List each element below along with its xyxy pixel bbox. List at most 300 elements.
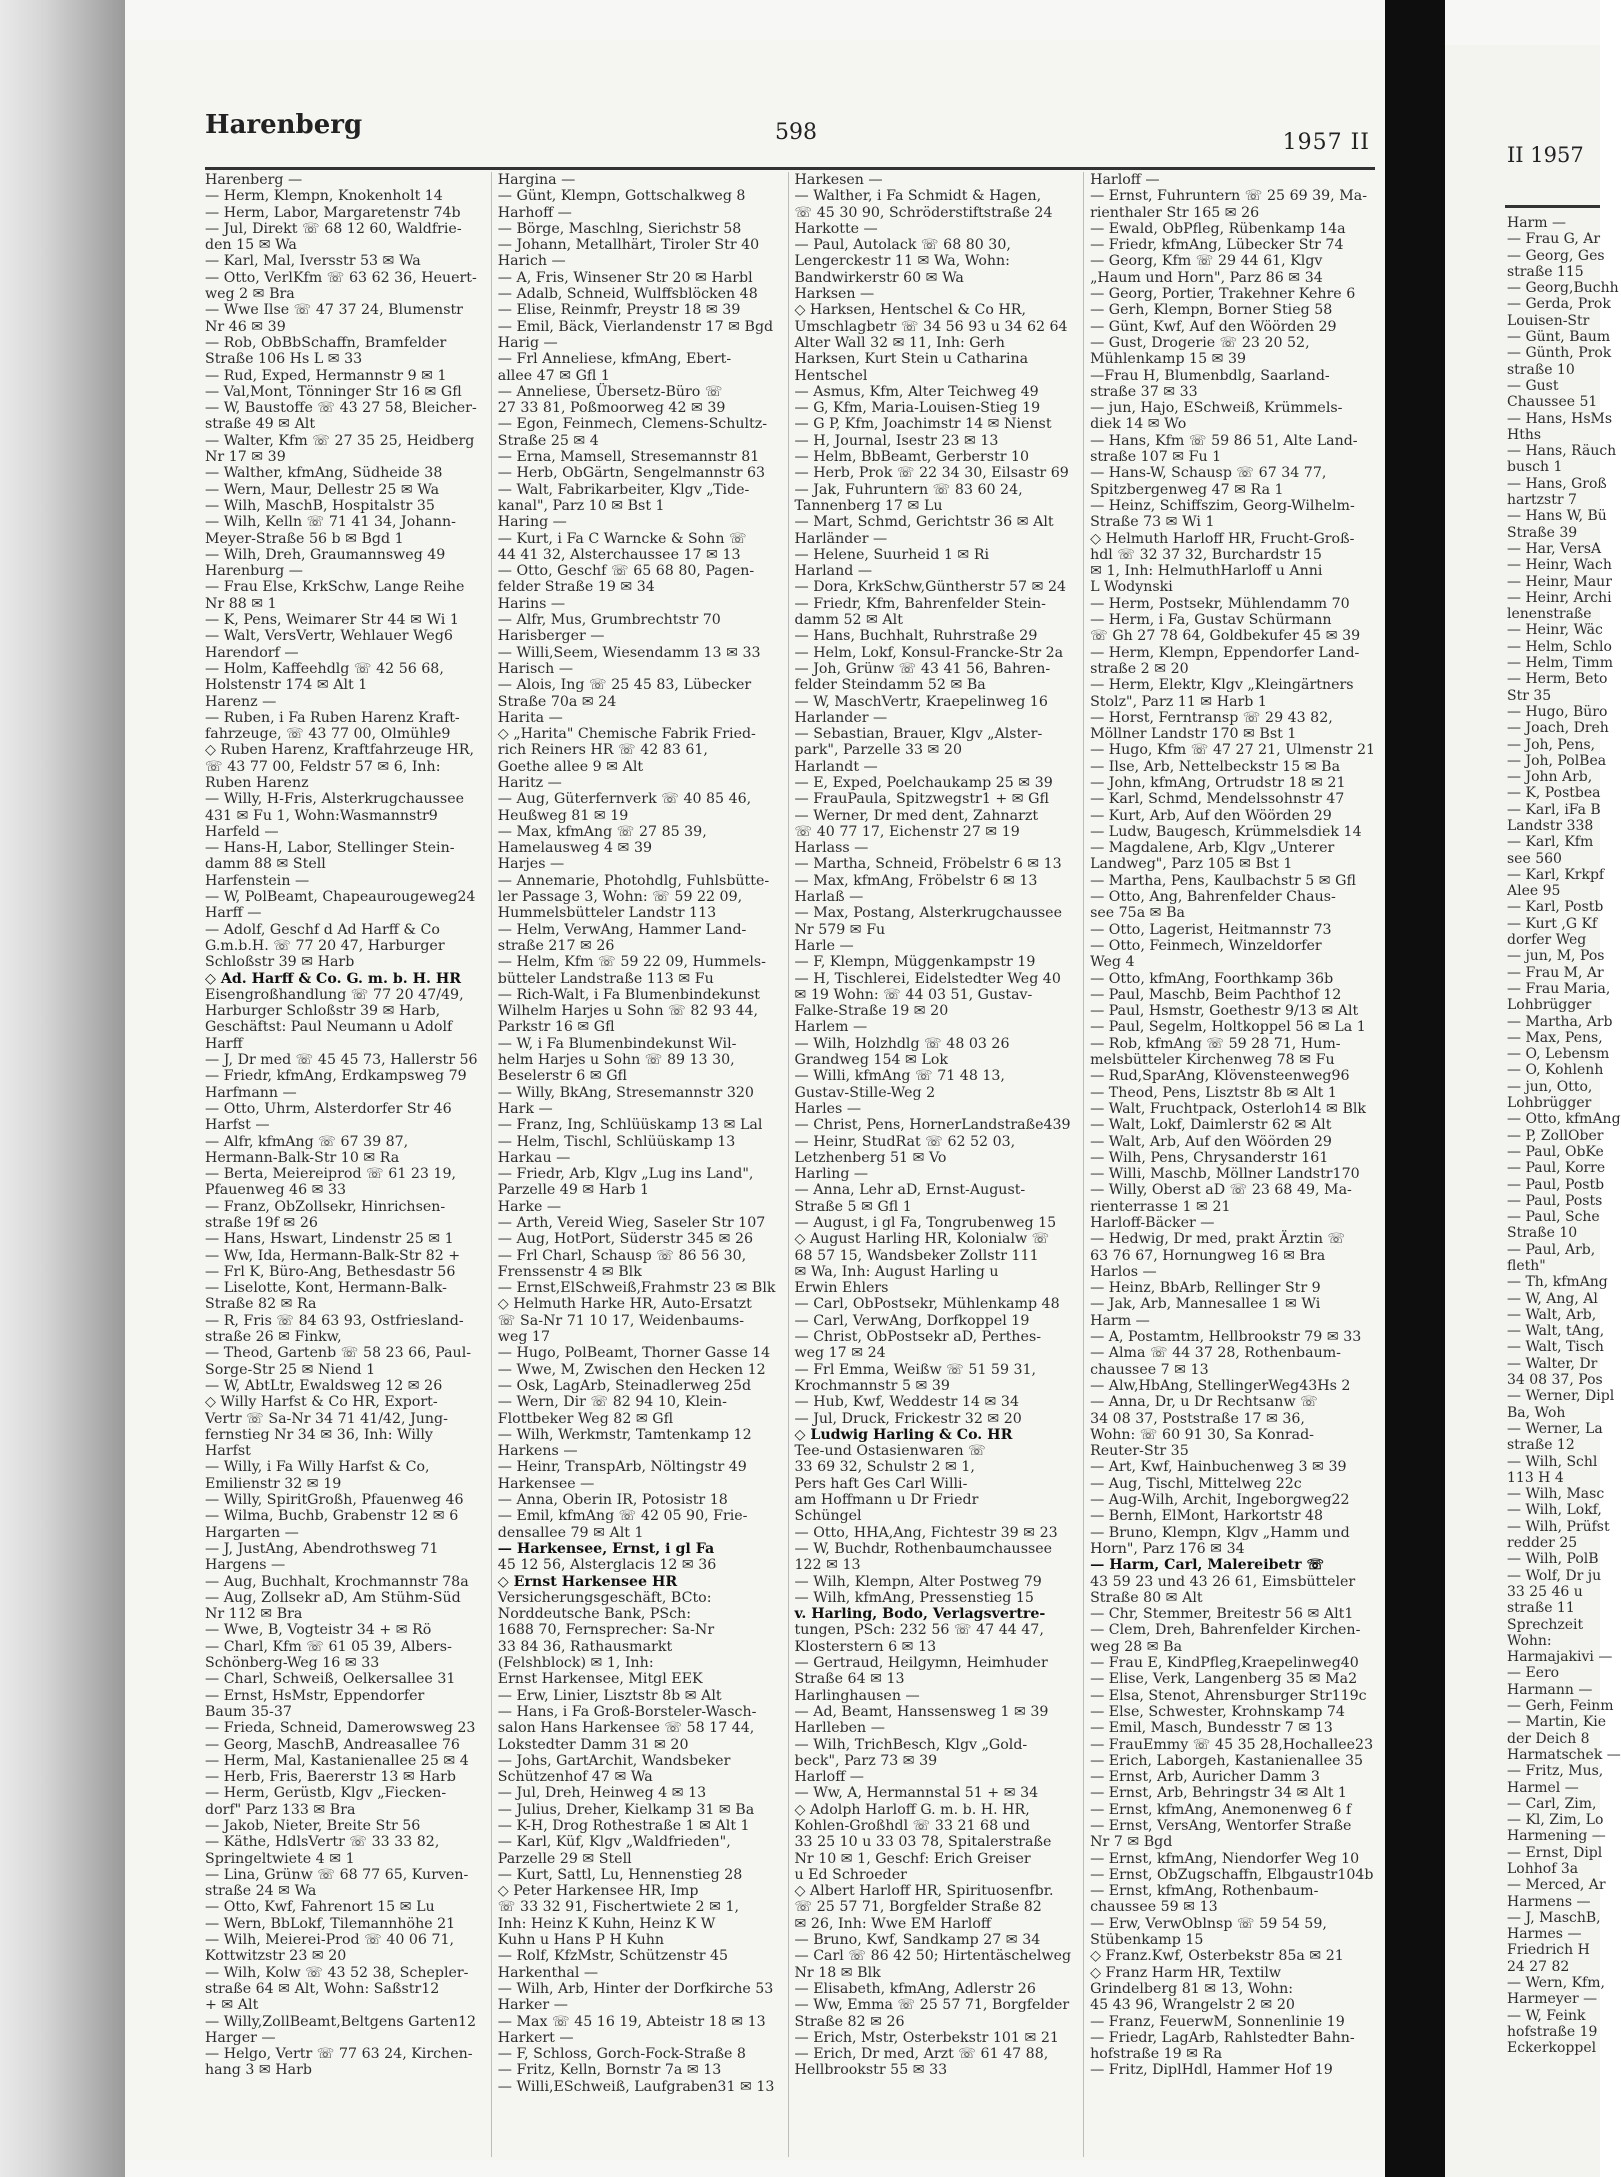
directory-entry-line: — Helm, BbBeamt, Gerberstr 10 [794, 449, 1030, 466]
directory-entry-line: — Magdalene, Arb, Klgv „Unterer [1090, 840, 1335, 857]
directory-entry-line: — Jul, Druck, Frickestr 32 ✉ 20 [794, 1410, 1022, 1427]
facing-page-entry-line: — jun, Otto, [1507, 1078, 1593, 1095]
directory-entry-line: straße 49 ✉ Alt [205, 416, 316, 433]
facing-page-entry-line: — Günth, Prok [1507, 345, 1612, 362]
directory-entry-line: ☏ 33 32 91, Fischertwiete 2 ✉ 1, [497, 1899, 740, 1916]
directory-entry-line: — Sebastian, Brauer, Klgv „Alster- [794, 726, 1043, 743]
facing-page-entry-line: Harmeyer — [1507, 1991, 1598, 2008]
directory-entry-line: — Helm, Tischl, Schlüüskamp 13 [497, 1133, 736, 1150]
directory-entry-line: Harff — [205, 905, 262, 922]
facing-page-entry-line: Wohn: [1507, 1632, 1552, 1649]
directory-entry-line: Schützenhof 47 ✉ Wa [497, 1769, 653, 1786]
facing-page [1445, 45, 1621, 2177]
directory-entry-line: Harenz — [205, 693, 277, 710]
facing-page-entry-line: — Paul, Postb [1507, 1176, 1605, 1193]
directory-entry-line: — Anna, Dr, u Dr Rechtsanw ☏ [1090, 1394, 1318, 1411]
directory-entry-line: — Wilh, Kelln ☏ 71 41 34, Johann- [205, 514, 456, 531]
facing-page-entry-line: 24 27 82 [1507, 1958, 1570, 1975]
directory-entry-line: — Carl ☏ 86 42 50; Hirtentäschelweg [794, 1948, 1072, 1965]
directory-entry-line: — Walt, Fabrikarbeiter, Klgv „Tide- [497, 481, 750, 498]
directory-entry-line: Harlem — [794, 1019, 868, 1036]
directory-entry-line: — Elise, Verk, Langenberg 35 ✉ Ma2 [1090, 1671, 1358, 1688]
directory-entry-line: — Friedr, kfmAng, Lübecker Str 74 [1090, 237, 1344, 254]
directory-entry-line: — Helm, Kfm ☏ 59 22 09, Hummels- [497, 954, 766, 971]
facing-page-entry-line: Lohbrügger [1507, 997, 1592, 1014]
facing-page-entry-line: Straße 10 [1507, 1225, 1578, 1242]
directory-entry-line: Springeltwiete 4 ✉ 1 [205, 1850, 355, 1867]
directory-entry-line: — Hans, Kfm ☏ 59 86 51, Alte Land- [1090, 432, 1358, 449]
directory-entry-line: 431 ✉ Fu 1, Wohn:Wasmannstr9 [205, 807, 438, 824]
directory-entry-line: Harkenthal — [497, 1964, 599, 1981]
directory-entry-line: Kohlen-Großhdl ☏ 33 21 68 und [794, 1817, 1030, 1834]
directory-entry-line: — R, Fris ☏ 84 63 93, Ostfriesland- [205, 1312, 464, 1329]
facing-page-entry-line: — Paul, ObKe [1507, 1143, 1604, 1160]
directory-entry-line: — G P, Kfm, Joachimstr 14 ✉ Nienst [794, 416, 1052, 433]
directory-entry-line: — Helm, Lokf, Konsul-Francke-Str 2a [794, 644, 1064, 661]
directory-entry-line: — Herm, Klempn, Knokenholt 14 [205, 188, 443, 205]
directory-entry-line: Nr 579 ✉ Fu [794, 921, 886, 938]
directory-entry-line: Alter Wall 32 ✉ 11, Inh: Gerh [794, 334, 1005, 351]
directory-entry-line: Goethe allee 9 ✉ Alt [497, 758, 644, 775]
directory-entry-line: melsbütteler Kirchenweg 78 ✉ Fu [1090, 1052, 1335, 1069]
directory-entry-line: — Otto, Geschf ☏ 65 68 80, Pagen- [497, 563, 755, 580]
directory-entry-line: Grindelberg 81 ✉ 13, Wohn: [1090, 1980, 1293, 1997]
directory-entry-line: — Holm, Kaffeehdlg ☏ 42 56 68, [205, 660, 444, 677]
directory-entry-line: rich Reiners HR ☏ 42 83 61, [497, 742, 708, 759]
directory-entry-line: — Heinr, TranspArb, Nöltingstr 49 [497, 1459, 747, 1476]
directory-entry-line: — Ernst, Arb, Auricher Damm 3 [1090, 1769, 1320, 1786]
directory-entry-line: Harisch — [497, 660, 574, 677]
directory-entry-line: — Aug, Zollsekr aD, Am Stühm-Süd [205, 1589, 461, 1606]
directory-entry-line: — Georg, MaschB, Andreasallee 76 [205, 1736, 460, 1753]
directory-entry-line: — Max, kfmAng ☏ 27 85 39, [497, 823, 707, 840]
facing-page-entry-line: — W, Ang, Al [1507, 1290, 1598, 1307]
facing-page-entry-line: Hths [1507, 426, 1542, 443]
facing-page-entry-line: — Walt, tAng, [1507, 1323, 1605, 1340]
directory-entry-line: — Otto, Kwf, Fahrenort 15 ✉ Lu [205, 1899, 435, 1916]
facing-page-entry-line: fleth" [1507, 1258, 1546, 1274]
directory-entry-line: — Wilh, Dreh, Graumannsweg 49 [205, 546, 446, 563]
directory-entry-line: — Walther, i Fa Schmidt & Hagen, [794, 188, 1042, 205]
directory-entry-line: ◇ August Harling HR, Kolonialw ☏ [794, 1231, 1050, 1248]
directory-entry-line: — Bernh, ElMont, Harkortstr 48 [1090, 1508, 1324, 1525]
facing-page-entry-line: — Georg,Buchh [1507, 280, 1619, 297]
directory-entry-line: ✉ 1, Inh: HelmuthHarloff u Anni [1090, 563, 1323, 580]
directory-columns [205, 172, 1375, 2157]
directory-entry-line: Wohn: ☏ 60 91 30, Sa Konrad- [1090, 1426, 1314, 1443]
directory-entry-line: Nr 46 ✉ 39 [205, 318, 286, 335]
directory-entry-line: — Emil, Bäck, Vierlandenstr 17 ✉ Bgd [497, 318, 774, 335]
directory-entry-line: — H, Journal, Isestr 23 ✉ 13 [794, 432, 999, 449]
directory-entry-line: — Wilh, Werkmstr, Tamtenkamp 12 [497, 1426, 752, 1443]
directory-entry-line: — Walt, Fruchtpack, Osterloh14 ✉ Blk [1090, 1100, 1367, 1117]
directory-entry-line: Sorge-Str 25 ✉ Niend 1 [205, 1361, 376, 1378]
directory-entry-line: Straße 80 ✉ Alt [1090, 1589, 1203, 1606]
facing-page-entry-line: — Paul, Sche [1507, 1209, 1600, 1226]
directory-entry-line: — Berta, Meiereiprod ☏ 61 23 19, [205, 1166, 456, 1183]
directory-entry-line: — Harkensee, Ernst, i gl Fa [497, 1540, 715, 1557]
facing-page-entry-line: 34 08 37, Pos [1507, 1372, 1603, 1389]
facing-page-entry-line: — Wilh, Lokf, [1507, 1502, 1602, 1519]
directory-entry-line: ☏ Sa-Nr 71 10 17, Weidenbaums- [497, 1312, 745, 1329]
directory-entry-line: — Rolf, KfzMstr, Schützenstr 45 [497, 1948, 729, 1965]
directory-entry-line: — Aug, Tischl, Mittelweg 22c [1090, 1475, 1302, 1492]
directory-entry-line: — Friedr, kfmAng, Erdkampsweg 79 [205, 1068, 467, 1085]
directory-entry-line: — August, i gl Fa, Tongrubenweg 15 [794, 1215, 1057, 1231]
facing-page-entry-line: lenenstraße [1507, 606, 1592, 623]
directory-entry-line: — A, Postamtm, Hellbrookstr 79 ✉ 33 [1090, 1329, 1362, 1346]
directory-entry-line: — Osk, LagArb, Steinadlerweg 25d [497, 1377, 752, 1394]
directory-entry-line: Landweg", Parz 105 ✉ Bst 1 [1090, 856, 1293, 873]
directory-entry-line: — Harm, Carl, Malereibetr ☏ [1090, 1557, 1325, 1574]
directory-entry-line: — Ernst, Fuhruntern ☏ 25 69 39, Ma- [1090, 188, 1367, 205]
facing-page-entry-line: — Karl, Postb [1507, 899, 1604, 916]
facing-page-entry-line: — Wern, Kfm, [1507, 1975, 1605, 1992]
facing-page-entry-line: — Otto, kfmAng [1507, 1111, 1621, 1128]
facing-page-entry-line: — Wilh, PolB [1507, 1551, 1599, 1568]
directory-entry-line: Beselerstr 6 ✉ Gfl [497, 1068, 628, 1085]
facing-page-entry-line: Harmel — [1507, 1779, 1579, 1796]
directory-entry-line: — K, Pens, Weimarer Str 44 ✉ Wi 1 [205, 612, 459, 629]
directory-entry-line: — Lina, Grünw ☏ 68 77 65, Kurven- [205, 1866, 469, 1883]
directory-entry-line: — Alfr, kfmAng ☏ 67 39 87, [205, 1133, 409, 1150]
directory-entry-line: — Heinr, StudRat ☏ 62 52 03, [794, 1133, 1016, 1150]
directory-entry-line: — W, i Fa Blumenbindekunst Wil- [497, 1035, 737, 1052]
facing-page-entry-line: — Joh, PolBea [1507, 752, 1607, 769]
directory-entry-line: Schloßstr 39 ✉ Harb [205, 954, 355, 971]
facing-page-entry-line: der Deich 8 [1507, 1730, 1590, 1747]
directory-entry-line: Harger — [205, 2029, 276, 2046]
directory-entry-line: Harkotte — [794, 220, 878, 237]
directory-entry-line: rienthaler Str 165 ✉ 26 [1090, 204, 1260, 221]
directory-entry-line: — Ewald, ObPfleg, Rübenkamp 14a [1090, 220, 1346, 237]
directory-entry-line: Harloff — [1090, 172, 1160, 188]
directory-entry-line: Harloff — [794, 1769, 864, 1786]
facing-page-entry-line: — Walt, Arb, [1507, 1306, 1597, 1323]
directory-entry-line: — Walt, VersVertr, Wehlauer Weg6 [205, 628, 453, 645]
directory-entry-line: Harhoff — [497, 204, 572, 221]
facing-page-entry-line: — Paul, Posts [1507, 1192, 1603, 1209]
directory-entry-line: straße 19f ✉ 26 [205, 1215, 318, 1231]
facing-page-entry-line: Str 35 [1507, 687, 1552, 704]
facing-page-entry-line: busch 1 [1507, 459, 1563, 476]
directory-entry-line: Nr 10 ✉ 1, Geschf: Erich Greiser [794, 1850, 1031, 1867]
directory-entry-line: — Christ, ObPostsekr aD, Perthes- [794, 1329, 1042, 1346]
directory-entry-line: ◇ Franz.Kwf, Osterbekstr 85a ✉ 21 [1090, 1948, 1344, 1965]
directory-entry-line: Bandwirkerstr 60 ✉ Wa [794, 269, 964, 286]
directory-entry-line: — Charl, Schweiß, Oelkersallee 31 [205, 1671, 456, 1688]
directory-entry-line: ler Passage 3, Wohn: ☏ 59 22 09, [497, 889, 743, 906]
directory-entry-line: — FrauPaula, Spitzwegstr1 + ✉ Gfl [794, 791, 1049, 808]
facing-page-entry-line: — Gerh, Feinm [1507, 1698, 1614, 1715]
directory-entry-line: — Aug, Buchhalt, Krochmannstr 78a [205, 1573, 469, 1590]
facing-page-entry-line: — Carl, Zim, [1507, 1795, 1597, 1812]
directory-entry-line: — Mart, Schmd, Gerichtstr 36 ✉ Alt [794, 514, 1054, 531]
directory-entry-line: — Liselotte, Kont, Hermann-Balk- [205, 1280, 447, 1297]
directory-entry-line: Parkstr 16 ✉ Gfl [497, 1019, 615, 1036]
directory-entry-line: — Willi,ESchweiß, Laufgraben31 ✉ 13 [497, 2078, 775, 2095]
directory-entry-line: + ✉ Alt [205, 1997, 259, 2014]
directory-entry-line: — Bruno, Klempn, Klgv „Hamm und [1090, 1524, 1350, 1541]
directory-entry-line: — Rud, Exped, Hermannstr 9 ✉ 1 [205, 367, 447, 384]
directory-entry-line: — Wwe Ilse ☏ 47 37 24, Blumenstr [205, 302, 463, 319]
directory-entry-line: chaussee 7 ✉ 13 [1090, 1361, 1209, 1378]
facing-page-entry-line: Landstr 338 [1507, 817, 1594, 834]
directory-entry-line: — Frieda, Schneid, Damerowsweg 23 [205, 1720, 476, 1737]
facing-page-entry-line: — Kurt ,G Kf [1507, 915, 1598, 932]
directory-entry-line: — Hans, Buchhalt, Ruhrstraße 29 [794, 628, 1038, 645]
facing-page-entry-line: Harmens — [1507, 1893, 1591, 1910]
directory-entry-line: ◇ Helmuth Harloff HR, Frucht-Groß- [1090, 530, 1355, 547]
directory-entry-line: — Aug-Wilh, Archit, Ingeborgweg22 [1090, 1492, 1350, 1509]
directory-entry-line: — Wilh, Holzhdlg ☏ 48 03 26 [794, 1035, 1010, 1052]
directory-entry-line: — Bruno, Kwf, Sandkamp 27 ✉ 34 [794, 1932, 1041, 1949]
page-gutter-shadow [1385, 0, 1445, 2177]
directory-entry-line: — Ww, A, Hermannstal 51 + ✉ 34 [794, 1785, 1039, 1802]
directory-entry-line: ◇ Willy Harfst & Co HR, Export- [205, 1394, 438, 1411]
directory-entry-line: — Emil, kfmAng ☏ 42 05 90, Frie- [497, 1508, 748, 1525]
directory-entry-line: weg 17 ✉ 24 [794, 1345, 886, 1362]
directory-entry-line: Stübenkamp 15 [1090, 1932, 1204, 1949]
directory-entry-line: — Christ, Pens, HornerLandstraße439 [794, 1117, 1071, 1134]
directory-entry-line: Nr 18 ✉ Blk [794, 1964, 881, 1981]
directory-entry-line: straße 26 ✉ Finkw, [205, 1329, 342, 1346]
directory-entry-line: Straße 82 ✉ 26 [794, 2013, 905, 2030]
directory-entry-line: — Rob, ObBbSchaffn, Bramfelder [205, 334, 447, 351]
left-binding-edge [0, 0, 125, 2177]
directory-entry-line: Versicherungsgeschäft, BCto: [497, 1589, 712, 1606]
directory-entry-line: — Hub, Kwf, Weddestr 14 ✉ 34 [794, 1394, 1019, 1411]
directory-entry-line: — Karl, Mal, Iversstr 53 ✉ Wa [205, 253, 421, 270]
directory-entry-line: — Willy,ZollBeamt,Beltgens Garten12 [205, 2013, 477, 2030]
directory-entry-line: allee 47 ✉ Gfl 1 [497, 367, 610, 384]
facing-page-entry-line: Harmatschek — [1507, 1746, 1621, 1763]
directory-entry-line: L Wodynski [1090, 579, 1173, 596]
directory-entry-line: — Joh, Grünw ☏ 43 41 56, Bahren- [794, 660, 1051, 677]
directory-entry-line: Hargarten — [205, 1524, 299, 1541]
directory-entry-line: — Heinz, BbArb, Rellinger Str 9 [1090, 1280, 1321, 1297]
facing-page-entry-line: — Helm, Timm [1507, 655, 1613, 672]
directory-entry-line: — Wilh, TrichBesch, Klgv „Gold- [794, 1736, 1028, 1753]
directory-entry-line: — Hans-H, Labor, Stellinger Stein- [205, 840, 455, 857]
directory-entry-line: — Charl, Kfm ☏ 61 05 39, Albers- [205, 1638, 452, 1655]
facing-page-entry-line: — J, MaschB, [1507, 1909, 1601, 1926]
directory-entry-line: — Hans, Hswart, Lindenstr 25 ✉ 1 [205, 1231, 454, 1248]
directory-entry-line: — Max, kfmAng, Fröbelstr 6 ✉ 13 [794, 872, 1038, 889]
directory-entry-line: — Asmus, Kfm, Alter Teichweg 49 [794, 383, 1039, 400]
directory-entry-line: Lokstedter Damm 31 ✉ 20 [497, 1736, 689, 1753]
directory-entry-line: — Otto, Feinmech, Winzeldorfer [1090, 937, 1322, 954]
facing-page-entry-line: — Heinr, Archi [1507, 589, 1612, 606]
directory-entry-line: — Ernst, ObZugschaffn, Elbgaustr104b [1090, 1866, 1374, 1883]
directory-entry-line: — Paul, Segelm, Holtkoppel 56 ✉ La 1 [1090, 1019, 1366, 1036]
directory-entry-line: see 75a ✉ Ba [1090, 905, 1185, 922]
directory-entry-line: — Ernst, kfmAng, Anemonenweg 6 f [1090, 1801, 1352, 1818]
directory-entry-line: — Günt, Kwf, Auf den Wöörden 29 [1090, 318, 1337, 335]
directory-entry-line: Heußweg 81 ✉ 19 [497, 807, 629, 824]
facing-page-entry-line: Harmann — [1507, 1681, 1593, 1698]
directory-entry-line: Möllner Landstr 170 ✉ Bst 1 [1090, 726, 1297, 743]
directory-entry-line: — Kurt, i Fa C Warncke & Sohn ☏ [497, 530, 747, 547]
directory-entry-line: Harenburg — [205, 563, 303, 580]
directory-entry-line: — Herb, ObGärtn, Sengelmannstr 63 [497, 465, 766, 482]
directory-entry-line: — Gertraud, Heilgymn, Heimhuder [794, 1655, 1048, 1672]
directory-entry-line: — Chr, Stemmer, Breitestr 56 ✉ Alt1 [1090, 1606, 1354, 1623]
directory-entry-line: — Frl Charl, Schausp ☏ 86 56 30, [497, 1247, 747, 1264]
directory-entry-line: — Clem, Dreh, Bahrenfelder Kirchen- [1090, 1622, 1361, 1639]
directory-entry-line: — Fritz, DiplHdl, Hammer Hof 19 [1090, 2062, 1333, 2079]
directory-entry-line: — Ilse, Arb, Nettelbeckstr 15 ✉ Ba [1090, 758, 1341, 775]
directory-entry-line: — Werner, Dr med dent, Zahnarzt [794, 807, 1039, 824]
directory-entry-line: Klosterstern 6 ✉ 13 [794, 1638, 937, 1655]
directory-entry-line: ☏ 25 57 71, Borgfelder Straße 82 [794, 1899, 1042, 1916]
directory-entry-line: Harloff-Bäcker — [1090, 1215, 1215, 1231]
directory-entry-line: straße 107 ✉ Fu 1 [1090, 449, 1222, 466]
directory-entry-line: 27 33 81, Poßmoorweg 42 ✉ 39 [497, 400, 726, 417]
directory-entry-line: — Jul, Dreh, Heinweg 4 ✉ 13 [497, 1785, 707, 1802]
facing-page-entry-line: — jun, M, Pos [1507, 948, 1605, 965]
directory-entry-line: — W, MaschVertr, Kraepelinweg 16 [794, 693, 1048, 710]
directory-entry-line: — Erich, Laborgeh, Kastanienallee 35 [1090, 1752, 1364, 1769]
facing-page-entry-line: — Th, kfmAng [1507, 1274, 1608, 1291]
directory-entry-line: — Else, Schwester, Krohnskamp 74 [1090, 1703, 1345, 1720]
directory-entry-line: — Franz, Ing, Schlüüskamp 13 ✉ Lal [497, 1117, 763, 1134]
facing-page-entry-line: — Walt, Tisch [1507, 1339, 1604, 1356]
directory-entry-line: Vertr ☏ Sa-Nr 34 71 41/42, Jung- [205, 1410, 448, 1427]
directory-entry-line: — Carl, ObPostsekr, Mühlenkamp 48 [794, 1296, 1060, 1313]
directory-entry-line: Nr 112 ✉ Bra [205, 1606, 303, 1623]
directory-entry-line: — Adalb, Schneid, Wulffsblöcken 48 [497, 286, 758, 303]
facing-page-entry-line: — Ernst, Dipl [1507, 1844, 1603, 1861]
directory-entry-line: ✉ 19 Wohn: ☏ 44 03 51, Gustav- [794, 986, 1033, 1003]
directory-entry-line: 122 ✉ 13 [794, 1557, 861, 1574]
directory-entry-line: Weg 4 [1090, 954, 1135, 971]
facing-page-entry-line: — Eero [1507, 1665, 1560, 1682]
directory-entry-line: — Wwe, B, Vogteistr 34 + ✉ Rö [205, 1622, 432, 1639]
directory-entry-line: — Max, Postang, Alsterkrugchaussee [794, 905, 1062, 922]
directory-entry-line: — Rich-Walt, i Fa Blumenbindekunst [497, 986, 760, 1003]
directory-entry-line: weg 2 ✉ Bra [205, 286, 295, 303]
directory-entry-line: — Otto, kfmAng, Foorthkamp 36b [1090, 970, 1334, 987]
directory-entry-line: felder Straße 19 ✉ 34 [497, 579, 655, 596]
directory-entry-line: Falke-Straße 19 ✉ 20 [794, 1003, 949, 1020]
facing-page-entry-line: — Karl, Krkpf [1507, 866, 1605, 883]
running-head [205, 110, 1370, 155]
directory-entry-line: — Martha, Pens, Kaulbachstr 5 ✉ Gfl [1090, 872, 1356, 889]
facing-page-entry-line: Lohhof 3a [1507, 1860, 1579, 1877]
facing-page-entry-line: redder 25 [1507, 1535, 1578, 1552]
directory-entry-line: — Theod, Gartenb ☏ 58 23 66, Paul- [205, 1345, 472, 1362]
facing-page-entry-line: — Günt, Baum [1507, 329, 1611, 346]
directory-entry-line: — Paul, Maschb, Beim Pachthof 12 [1090, 986, 1342, 1003]
directory-entry-line: Kuhn u Hans P H Kuhn [497, 1932, 665, 1949]
facing-page-rule [1505, 205, 1600, 208]
directory-entry-line: Straße 82 ✉ Ra [205, 1296, 317, 1313]
directory-entry-line: — Horst, Ferntransp ☏ 29 43 82, [1090, 709, 1333, 726]
directory-entry-line: straße 217 ✉ 26 [497, 937, 615, 954]
directory-entry-line: — Helm, VerwAng, Hammer Land- [497, 921, 747, 938]
facing-page-entry-line: — Walter, Dr [1507, 1355, 1598, 1372]
directory-entry-line: — Elsa, Stenot, Ahrensburger Str119c [1090, 1687, 1367, 1704]
directory-column-1 [205, 172, 479, 2157]
directory-entry-line: ☏ 43 77 00, Feldstr 57 ✉ 6, Inh: [205, 758, 441, 775]
directory-entry-line: felder Steindamm 52 ✉ Ba [794, 677, 986, 694]
directory-entry-line: Harjes — [497, 856, 565, 873]
facing-page-entry-line: see 560 [1507, 850, 1562, 867]
directory-entry-line: — Val,Mont, Tönninger Str 16 ✉ Gfl [205, 383, 462, 400]
directory-entry-line: ◇ „Harita" Chemische Fabrik Fried- [497, 726, 756, 743]
directory-entry-line: beck", Parz 73 ✉ 39 [794, 1752, 938, 1769]
directory-entry-line: Harke — [497, 1198, 562, 1215]
directory-entry-line: u Ed Schroeder [794, 1866, 907, 1883]
directory-entry-line: Harker — [497, 1997, 568, 2014]
directory-entry-line: — Käthe, HdlsVertr ☏ 33 33 82, [205, 1834, 440, 1851]
facing-page-entry-line: — Karl, Kfm [1507, 834, 1594, 851]
directory-entry-line: — Friedr, Kfm, Bahrenfelder Stein- [794, 595, 1046, 612]
directory-entry-line: Harkert — [497, 2029, 574, 2046]
facing-page-entry-line: — Gust [1507, 377, 1559, 394]
header-rule [205, 167, 1375, 170]
facing-page-entry-line: Ba, Woh [1507, 1404, 1566, 1421]
directory-entry-line: — W, Baustoffe ☏ 43 27 58, Bleicher- [205, 400, 477, 417]
facing-page-entry-line: Harmes — [1507, 1926, 1582, 1943]
directory-entry-line: — W, PolBeamt, Chapeaurougeweg24 [205, 889, 476, 906]
directory-entry-line: — Egon, Feinmech, Clemens-Schultz- [497, 416, 768, 433]
facing-page-entry-line: — Werner, La [1507, 1420, 1603, 1437]
directory-entry-line: — Paul, Autolack ☏ 68 80 30, [794, 237, 1011, 254]
directory-entry-line: ☏ 45 30 90, Schröderstiftstraße 24 [794, 204, 1053, 221]
directory-entry-line: — Willy, BkAng, Stresemannstr 320 [497, 1084, 754, 1101]
facing-page-entry-line: — O, Lebensm [1507, 1046, 1610, 1063]
directory-entry-line: straße 37 ✉ 33 [1090, 383, 1198, 400]
directory-entry-line: — Günt, Klempn, Gottschalkweg 8 [497, 188, 746, 205]
directory-entry-line: ◇ Franz Harm HR, Textilw [1090, 1964, 1282, 1981]
directory-entry-line: — Frau Else, KrkSchw, Lange Reihe [205, 579, 465, 596]
directory-entry-line: — Walt, Lokf, Daimlerstr 62 ✉ Alt [1090, 1117, 1332, 1134]
directory-entry-line: Grandweg 154 ✉ Lok [794, 1052, 948, 1069]
directory-entry-line: Harkensee — [497, 1475, 595, 1492]
directory-entry-line: Harlinghausen — [794, 1687, 920, 1704]
directory-entry-line: — Frl Emma, Weißw ☏ 51 59 31, [794, 1361, 1037, 1378]
directory-entry-line: — Karl, Schmd, Mendelssohnstr 47 [1090, 791, 1345, 808]
directory-entry-line: — Wilh, Klempn, Alter Postweg 79 [794, 1573, 1042, 1590]
directory-entry-line: — Ruben, i Fa Ruben Harenz Kraft- [205, 709, 460, 726]
directory-entry-line: — Elise, Reinmfr, Preystr 18 ✉ 39 [497, 302, 741, 319]
directory-entry-line: „Haum und Horn", Parz 86 ✉ 34 [1090, 269, 1323, 286]
directory-entry-line: ✉ 26, Inh: Wwe EM Harloff [794, 1915, 991, 1932]
directory-entry-line: — Emil, Masch, Bundesstr 7 ✉ 13 [1090, 1720, 1333, 1737]
directory-entry-line: 68 57 15, Wandsbeker Zollstr 111 [794, 1247, 1039, 1264]
directory-entry-line: Umschlagbetr ☏ 34 56 93 u 34 62 64 [794, 318, 1068, 335]
directory-entry-line: Harkens — [497, 1443, 578, 1460]
directory-entry-line: Pers haft Ges Carl Willi- [794, 1475, 968, 1492]
directory-entry-line: — Anneliese, Übersetz-Büro ☏ [497, 383, 723, 400]
directory-entry-line: —Frau H, Blumenbdlg, Saarland- [1090, 367, 1330, 384]
directory-entry-line: Frenssenstr 4 ✉ Blk [497, 1263, 642, 1280]
directory-entry-line: — E, Exped, Poelchaukamp 25 ✉ 39 [794, 774, 1053, 791]
facing-page-entry-line: Friedrich H [1507, 1942, 1590, 1959]
directory-entry-line: salon Hans Harkensee ☏ 58 17 44, [497, 1720, 755, 1737]
facing-page-entry-line: Straße 39 [1507, 524, 1578, 541]
directory-entry-line: — F, Schloss, Gorch-Fock-Straße 8 [497, 2046, 746, 2063]
directory-entry-line: diek 14 ✉ Wo [1090, 416, 1187, 433]
directory-entry-line: — Wilh, Kolw ☏ 43 52 38, Schepler- [205, 1964, 469, 1981]
directory-entry-line: G.m.b.H. ☏ 77 20 47, Harburger [205, 937, 445, 954]
directory-entry-line: — Georg, Portier, Trakehner Kehre 6 [1090, 286, 1356, 303]
directory-entry-line: — Alfr, Mus, Grumbrechtstr 70 [497, 612, 721, 629]
directory-entry-line: — Ww, Emma ☏ 25 57 71, Borgfelder [794, 1997, 1070, 2014]
directory-entry-line: — Heinz, Schiffszim, Georg-Wilhelm- [1090, 497, 1355, 514]
